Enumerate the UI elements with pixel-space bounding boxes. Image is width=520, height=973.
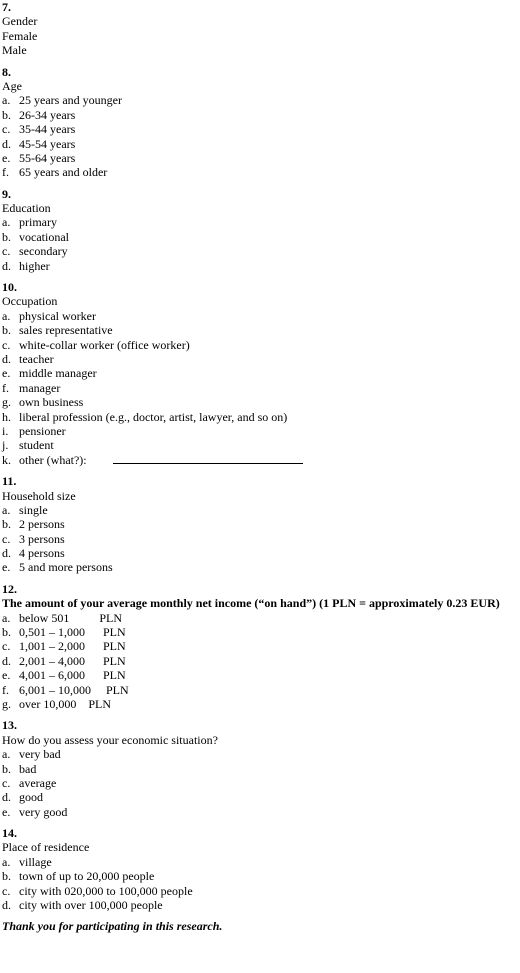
question-number: 11. (2, 474, 17, 489)
answer-option[interactable] (2, 352, 518, 366)
answer-option[interactable] (2, 410, 518, 424)
option-text: city with over 100,000 people (19, 898, 163, 913)
question-number: 14. (2, 826, 17, 841)
option-letter: b. (2, 107, 11, 122)
option-letter: e. (2, 668, 11, 683)
option-letter: d. (2, 136, 11, 151)
answer-option[interactable] (2, 122, 518, 136)
answer-option[interactable]: Female (2, 28, 38, 43)
other-answer-line[interactable] (113, 453, 303, 464)
option-letter: g. (2, 696, 11, 711)
option-text: vocational (19, 229, 69, 244)
option-text: average (19, 775, 57, 790)
answer-option[interactable] (2, 517, 518, 531)
question-title: The amount of your average monthly net income (“on hand”) (1 PLN = approximately 0.23 EUR) (2, 596, 500, 611)
option-text: physical worker (19, 308, 96, 323)
answer-option[interactable] (2, 869, 518, 883)
option-text: secondary (19, 244, 68, 259)
option-text: primary (19, 215, 57, 230)
option-text: 2 persons (19, 517, 65, 532)
option-letter: c. (2, 244, 11, 259)
question-7 (2, 0, 518, 58)
answer-option[interactable] (2, 438, 518, 452)
option-letter: c. (2, 639, 11, 654)
option-text: 4,001 – 6,000 PLN (19, 668, 126, 683)
answer-option[interactable] (2, 654, 518, 668)
answer-option[interactable] (2, 855, 518, 869)
option-text: white-collar worker (office worker) (19, 337, 190, 352)
option-letter: a. (2, 747, 11, 762)
option-text: sales representative (19, 323, 113, 338)
answer-option[interactable] (2, 747, 518, 761)
question-title: Place of residence (2, 840, 90, 855)
option-letter: a. (2, 610, 11, 625)
option-text: bad (19, 761, 37, 776)
answer-option[interactable] (2, 805, 518, 819)
option-text: liberal profession (e.g., doctor, artist, lawyer, and so on) (19, 409, 288, 424)
option-letter: c. (2, 883, 11, 898)
answer-option[interactable] (2, 560, 518, 574)
thank-you-note: Thank you for participating in this research. (2, 919, 223, 934)
answer-option[interactable] (2, 884, 518, 898)
question-number: 8. (2, 64, 11, 79)
option-text: 26-34 years (19, 107, 76, 122)
option-text: 3 persons (19, 531, 65, 546)
option-letter: f. (2, 165, 9, 180)
question-title: Gender (2, 14, 38, 29)
option-letter: j. (2, 438, 9, 453)
option-letter: e. (2, 366, 11, 381)
option-text: 5 and more persons (19, 560, 113, 575)
option-text: 45-54 years (19, 136, 76, 151)
option-letter: d. (2, 258, 11, 273)
answer-option[interactable] (2, 790, 518, 804)
option-text: higher (19, 258, 50, 273)
option-letter: a. (2, 854, 11, 869)
option-text: city with 020,000 to 100,000 people (19, 883, 193, 898)
option-letter: a. (2, 502, 11, 517)
answer-option[interactable] (2, 532, 518, 546)
option-letter: b. (2, 761, 11, 776)
option-text: town of up to 20,000 people (19, 869, 155, 884)
answer-option[interactable] (2, 108, 518, 122)
answer-option[interactable] (2, 323, 518, 337)
answer-option[interactable] (2, 215, 518, 229)
questionnaire (2, 0, 518, 934)
answer-option[interactable] (2, 503, 518, 517)
answer-option[interactable] (2, 898, 518, 912)
option-text: very good (19, 804, 68, 819)
option-letter: b. (2, 229, 11, 244)
question-title: Household size (2, 488, 76, 503)
answer-option-other[interactable] (2, 453, 518, 467)
option-text: 65 years and older (19, 165, 108, 180)
answer-option[interactable] (2, 309, 518, 323)
question-title: How do you assess your economic situation? (2, 732, 218, 747)
option-letter: d. (2, 546, 11, 561)
option-text: village (19, 854, 52, 869)
option-text: manager (19, 380, 61, 395)
option-letter: k. (2, 452, 11, 467)
option-letter: e. (2, 560, 11, 575)
option-text: teacher (19, 351, 54, 366)
answer-option[interactable] (2, 338, 518, 352)
option-text: 35-44 years (19, 122, 76, 137)
answer-option[interactable] (2, 546, 518, 560)
option-text: 4 persons (19, 546, 65, 561)
option-letter: d. (2, 790, 11, 805)
question-number: 10. (2, 280, 17, 295)
option-text: over 10,000 PLN (19, 696, 111, 711)
option-letter: b. (2, 625, 11, 640)
option-letter: f. (2, 380, 9, 395)
option-letter: g. (2, 395, 11, 410)
option-text: other (what?): (19, 452, 87, 467)
option-text: good (19, 790, 43, 805)
question-title: Education (2, 201, 51, 216)
answer-option[interactable] (2, 259, 518, 273)
option-letter: d. (2, 351, 11, 366)
question-12 (2, 582, 518, 712)
answer-option[interactable] (2, 611, 518, 625)
answer-option[interactable] (2, 424, 518, 438)
answer-option[interactable] (2, 165, 518, 179)
answer-option[interactable] (2, 683, 518, 697)
answer-option[interactable] (2, 230, 518, 244)
answer-option[interactable] (2, 381, 518, 395)
option-letter: d. (2, 653, 11, 668)
answer-option[interactable]: Male (2, 43, 27, 58)
option-text: below 501 PLN (19, 610, 122, 625)
option-text: middle manager (19, 366, 97, 381)
option-letter: b. (2, 517, 11, 532)
question-10 (2, 280, 518, 467)
option-text: very bad (19, 747, 61, 762)
question-number: 7. (2, 0, 11, 14)
question-title: Occupation (2, 294, 58, 309)
option-letter: i. (2, 423, 9, 438)
option-text: 2,001 – 4,000 PLN (19, 653, 126, 668)
option-letter: e. (2, 150, 11, 165)
answer-option[interactable] (2, 395, 518, 409)
option-letter: b. (2, 323, 11, 338)
option-letter: e. (2, 804, 11, 819)
question-number: 13. (2, 718, 17, 733)
option-text: 25 years and younger (19, 93, 122, 108)
answer-option[interactable] (2, 762, 518, 776)
answer-option[interactable] (2, 137, 518, 151)
option-text: 0,501 – 1,000 PLN (19, 625, 126, 640)
question-9 (2, 187, 518, 273)
answer-option[interactable] (2, 93, 518, 107)
option-letter: c. (2, 775, 11, 790)
option-letter: c. (2, 531, 11, 546)
question-13 (2, 718, 518, 819)
question-number: 12. (2, 581, 17, 596)
option-letter: a. (2, 93, 11, 108)
option-text: own business (19, 395, 84, 410)
question-11 (2, 474, 518, 575)
option-letter: b. (2, 869, 11, 884)
option-text: 6,001 – 10,000 PLN (19, 682, 129, 697)
question-14 (2, 826, 518, 912)
option-text: 55-64 years (19, 150, 76, 165)
option-text: student (19, 438, 54, 453)
question-title: Age (2, 78, 22, 93)
answer-option[interactable] (2, 639, 518, 653)
option-letter: h. (2, 409, 11, 424)
answer-option[interactable] (2, 366, 518, 380)
answer-option[interactable] (2, 776, 518, 790)
answer-option[interactable] (2, 151, 518, 165)
option-letter: f. (2, 682, 9, 697)
option-letter: c. (2, 122, 11, 137)
answer-option[interactable] (2, 244, 518, 258)
option-letter: a. (2, 308, 11, 323)
option-text: single (19, 502, 48, 517)
option-letter: d. (2, 898, 11, 913)
option-text: 1,001 – 2,000 PLN (19, 639, 126, 654)
answer-option[interactable] (2, 697, 518, 711)
question-number: 9. (2, 186, 11, 201)
option-letter: c. (2, 337, 11, 352)
question-8 (2, 65, 518, 180)
answer-option[interactable] (2, 625, 518, 639)
option-text: pensioner (19, 423, 66, 438)
option-letter: a. (2, 215, 11, 230)
answer-option[interactable] (2, 668, 518, 682)
